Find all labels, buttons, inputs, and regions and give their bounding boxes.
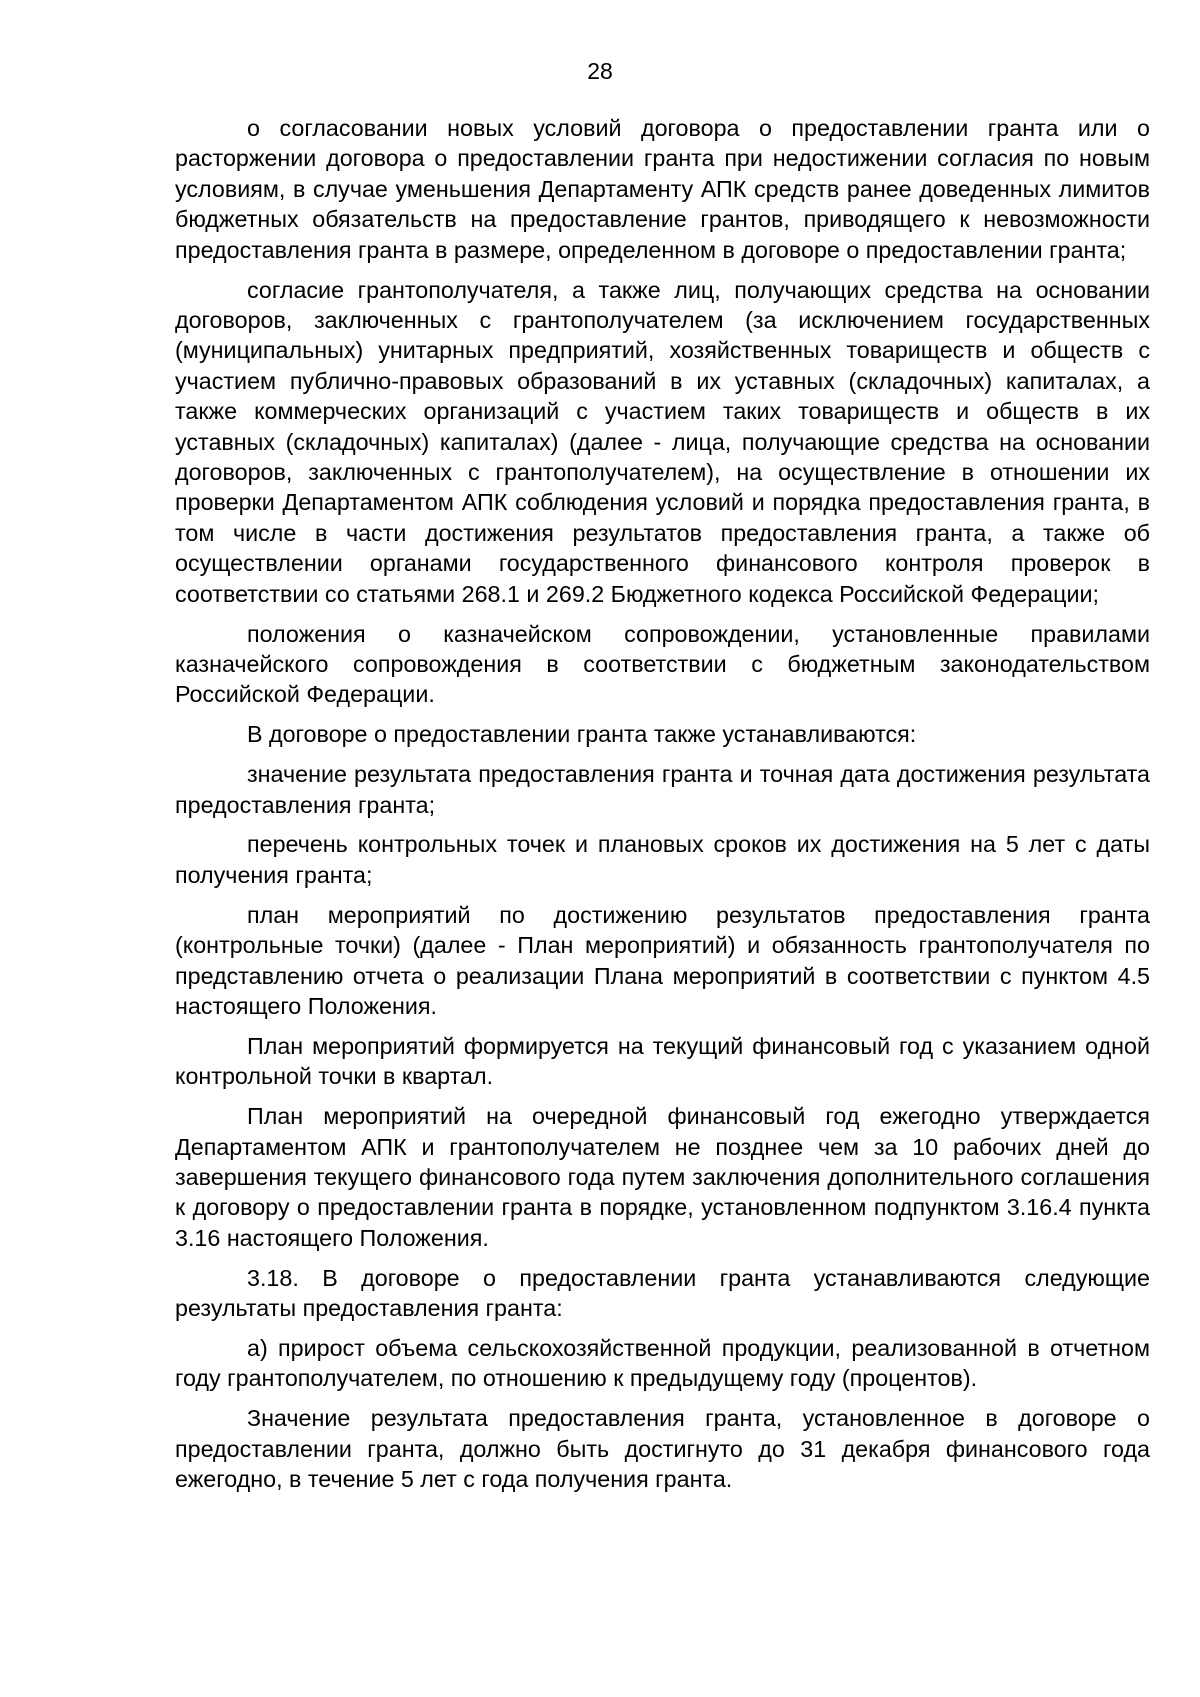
- paragraph-plan-formation: План мероприятий формируется на текущий финансовый год с указанием одной контрольной точки в квартал.: [175, 1032, 1150, 1090]
- paragraph-grantee-consent: согласие грантополучателя, а также лиц, получающих средства на основании договоров, заключенных с грантополучателем (за исключением государственных (муниципальных) унитарных предприятий, хозяйственных товариществ и обществ с участием публично-правовых образований в их уставных (складочных) капиталах, а также коммерческих организаций с участием таких товариществ и обществ в их уставных (складочных) капиталах) (далее - лица, получающие средства на основании договоров, заключенных с грантополучателем), на осуществление в отношении их проверки Департаментом АПК соблюдения условий и порядка предоставления гранта, в том числе в части достижения результатов предоставления гранта, а также об осуществлении органами государственного финансового контроля проверок в соответствии со статьями 268.1 и 269.2 Бюджетного кодекса Российской Федерации;: [175, 276, 1150, 607]
- paragraph-result-deadline: Значение результата предоставления гранта, установленное в договоре о предоставлении гранта, должно быть достигнуто до 31 декабря финансового года ежегодно, в течение 5 лет с года получения гранта.: [175, 1405, 1150, 1493]
- paragraph-action-plan: план мероприятий по достижению результатов предоставления гранта (контрольные точки) (далее - План мероприятий) и обязанность грантополучателя по представлению отчета о реализации Плана мероприятий в соответствии с пунктом 4.5 настоящего Положения.: [175, 901, 1150, 1019]
- document-body: [175, 113, 1150, 1504]
- paragraph-treasury-support: положения о казначейском сопровождении, установленные правилами казначейского сопровождения в соответствии с бюджетным законодательством Российской Федерации.: [175, 620, 1150, 708]
- paragraph-section-3-18: 3.18. В договоре о предоставлении гранта устанавливаются следующие результаты предоставления гранта:: [175, 1264, 1150, 1322]
- paragraph-result-value: значение результата предоставления гранта и точная дата достижения результата предоставления гранта;: [175, 761, 1150, 818]
- paragraph-plan-approval: План мероприятий на очередной финансовый год ежегодно утверждается Департаментом АПК и грантополучателем не позднее чем за 10 рабочих дней до завершения текущего финансового года путем заключения дополнительного соглашения к договору о предоставлении гранта в порядке, установленном подпунктом 3.16.4 пункта 3.16 настоящего Положения.: [175, 1103, 1150, 1251]
- paragraph-control-points-list: перечень контрольных точек и плановых сроков их достижения на 5 лет с даты получения гранта;: [175, 831, 1150, 888]
- paragraph-item-a: а) прирост объема сельскохозяйственной продукции, реализованной в отчетном году грантополучателем, по отношению к предыдущему году (процентов).: [175, 1335, 1150, 1392]
- paragraph-contract-renegotiation: о согласовании новых условий договора о предоставлении гранта или о расторжении договора о предоставлении гранта при недостижении согласия по новым условиям, в случае уменьшения Департаменту АПК средств ранее доведенных лимитов бюджетных обязательств на предоставление грантов, приводящего к невозможности предоставления гранта в размере, определенном в договоре о предоставлении гранта;: [175, 115, 1150, 263]
- paragraph-contract-also-establishes: В договоре о предоставлении гранта также устанавливаются:: [247, 721, 917, 748]
- page-number: 28: [587, 58, 613, 84]
